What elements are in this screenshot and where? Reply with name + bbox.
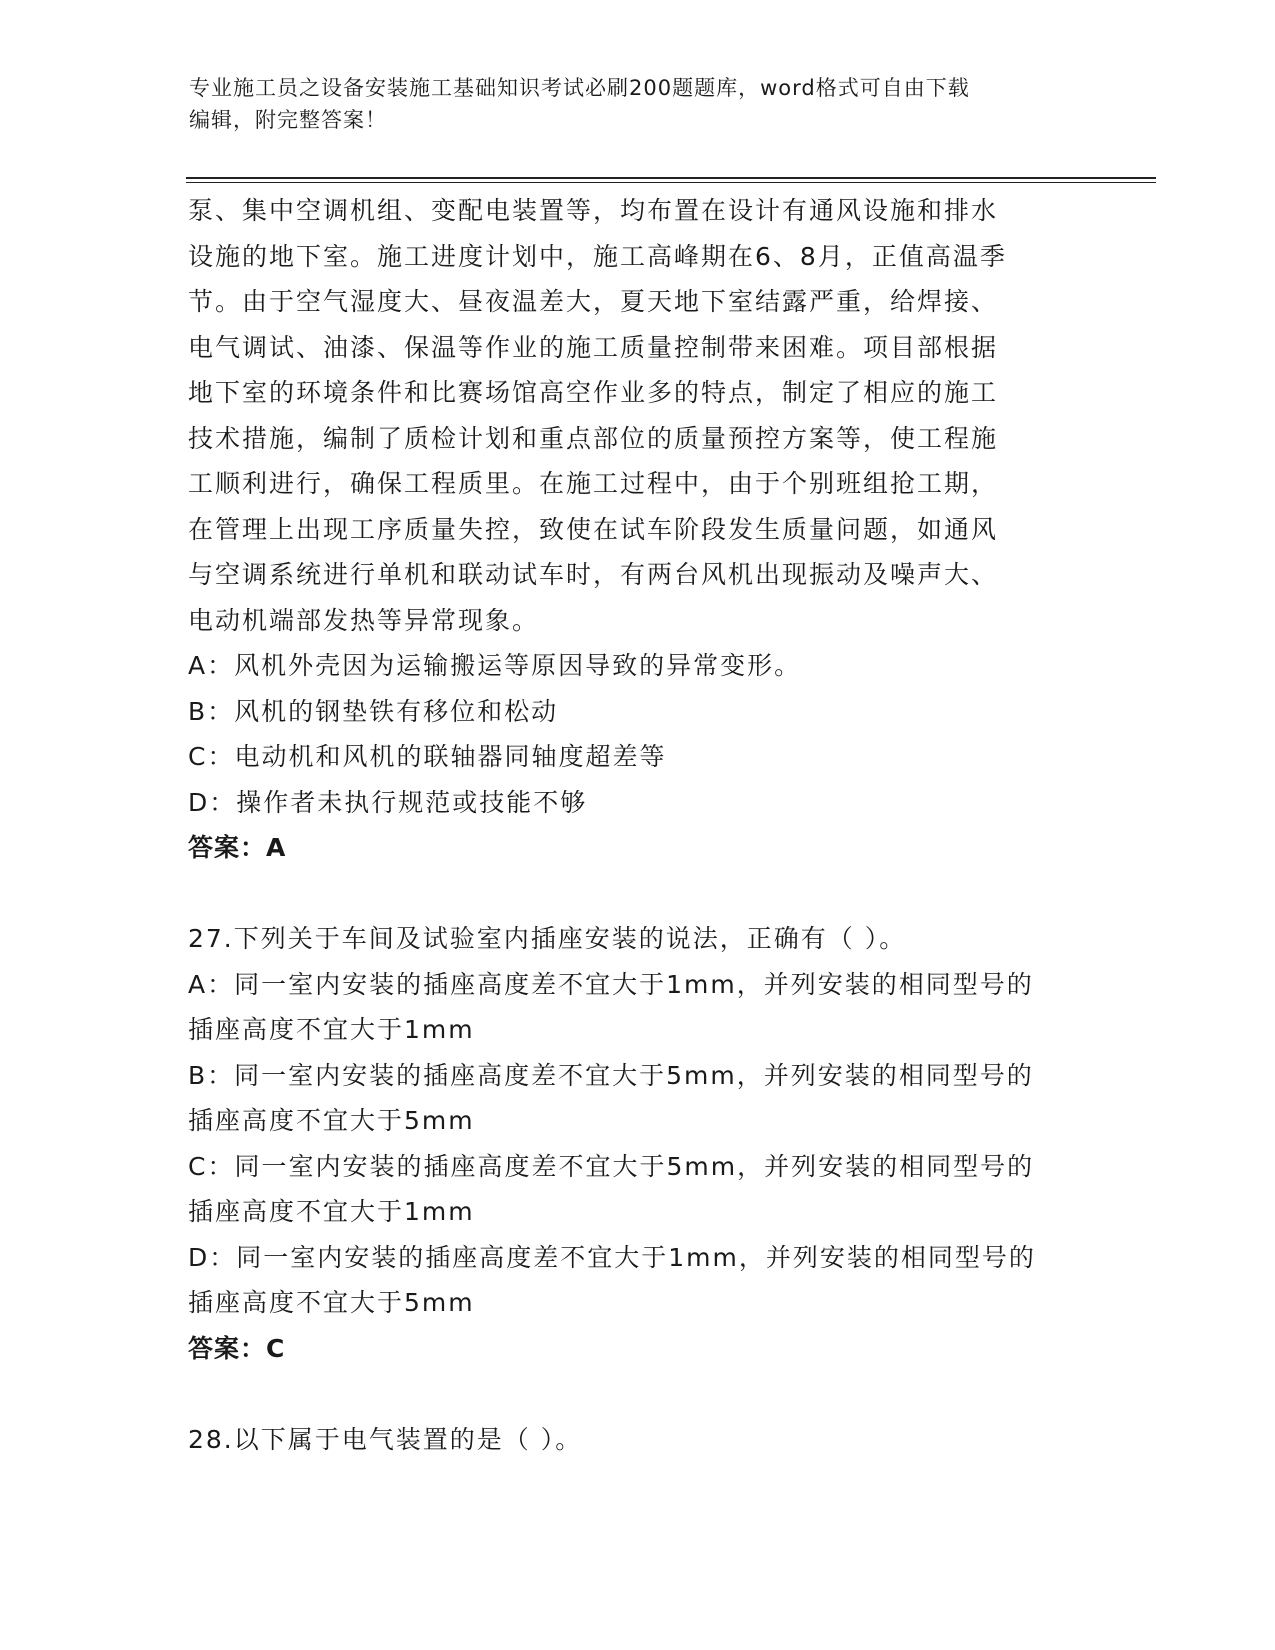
answer-label: 答案：C: [188, 1333, 286, 1363]
answer-label: 答案：A: [188, 833, 287, 862]
page-header: [189, 72, 1089, 136]
question-stem-line: 地下室的环境条件和比赛场馆高空作业多的特点，制定了相应的施工: [188, 378, 999, 407]
option-d: D：操作者未执行规范或技能不够: [188, 787, 588, 817]
header-title-line-1: 专业施工员之设备安装施工基础知识考试必刷200题题库，word格式可自由下载: [189, 76, 970, 100]
question-28: [188, 1417, 1088, 1463]
header-rule-thin: [186, 182, 1156, 183]
question-stem-line: 设施的地下室。施工进度计划中，施工高峰期在6、8月，正值高温季: [188, 241, 1007, 271]
header-title-line-2: 编辑，附完整答案！: [189, 108, 387, 132]
option-a: A：同一室内安装的插座高度差不宜大于1mm，并列安装的相同型号的: [188, 969, 1034, 999]
question-stem: 28.以下属于电气装置的是（ ）。: [188, 1424, 583, 1454]
option-d-continued: 插座高度不宜大于5mm: [188, 1288, 475, 1317]
question-stem-line: 电动机端部发热等异常现象。: [188, 605, 540, 635]
option-c-continued: 插座高度不宜大于1mm: [188, 1197, 475, 1226]
option-b: B：同一室内安装的插座高度差不宜大于5mm，并列安装的相同型号的: [188, 1060, 1034, 1090]
option-d: D：同一室内安装的插座高度差不宜大于1mm，并列安装的相同型号的: [188, 1242, 1036, 1272]
header-rule-thick: [186, 177, 1156, 179]
question-27: [188, 916, 1088, 1371]
question-stem-line: 泵、集中空调机组、变配电装置等，均布置在设计有通风设施和排水: [188, 196, 999, 225]
option-b: B：风机的钢垫铁有移位和松动: [188, 696, 559, 726]
question-stem-line: 技术措施，编制了质检计划和重点部位的质量预控方案等，使工程施: [188, 423, 999, 453]
question-stem-line: 在管理上出现工序质量失控，致使在试车阶段发生质量问题，如通风: [188, 514, 999, 544]
option-a: A：风机外壳因为运输搬运等原因导致的异常变形。: [188, 651, 802, 680]
question-stem-line: 与空调系统进行单机和联动试车时，有两台风机出现振动及噪声大、: [188, 560, 999, 589]
question-stem-line: 节。由于空气湿度大、昼夜温差大，夏天地下室结露严重，给焊接、: [188, 287, 999, 316]
question-stem: 27.下列关于车间及试验室内插座安装的说法，正确有（ ）。: [188, 924, 907, 953]
question-stem-line: 电气调试、油漆、保温等作业的施工质量控制带来困难。项目部根据: [188, 332, 999, 362]
option-a-continued: 插座高度不宜大于1mm: [188, 1015, 475, 1044]
option-c: C：同一室内安装的插座高度差不宜大于5mm，并列安装的相同型号的: [188, 1151, 1035, 1181]
question-spacer: [188, 871, 1088, 917]
question-spacer: [188, 1371, 1088, 1417]
question-26: [188, 188, 1088, 871]
document-body: [188, 188, 1088, 1462]
option-c: C：电动机和风机的联轴器同轴度超差等: [188, 742, 667, 771]
question-stem-line: 工顺利进行，确保工程质里。在施工过程中，由于个别班组抢工期，: [188, 469, 999, 498]
option-b-continued: 插座高度不宜大于5mm: [188, 1106, 475, 1135]
